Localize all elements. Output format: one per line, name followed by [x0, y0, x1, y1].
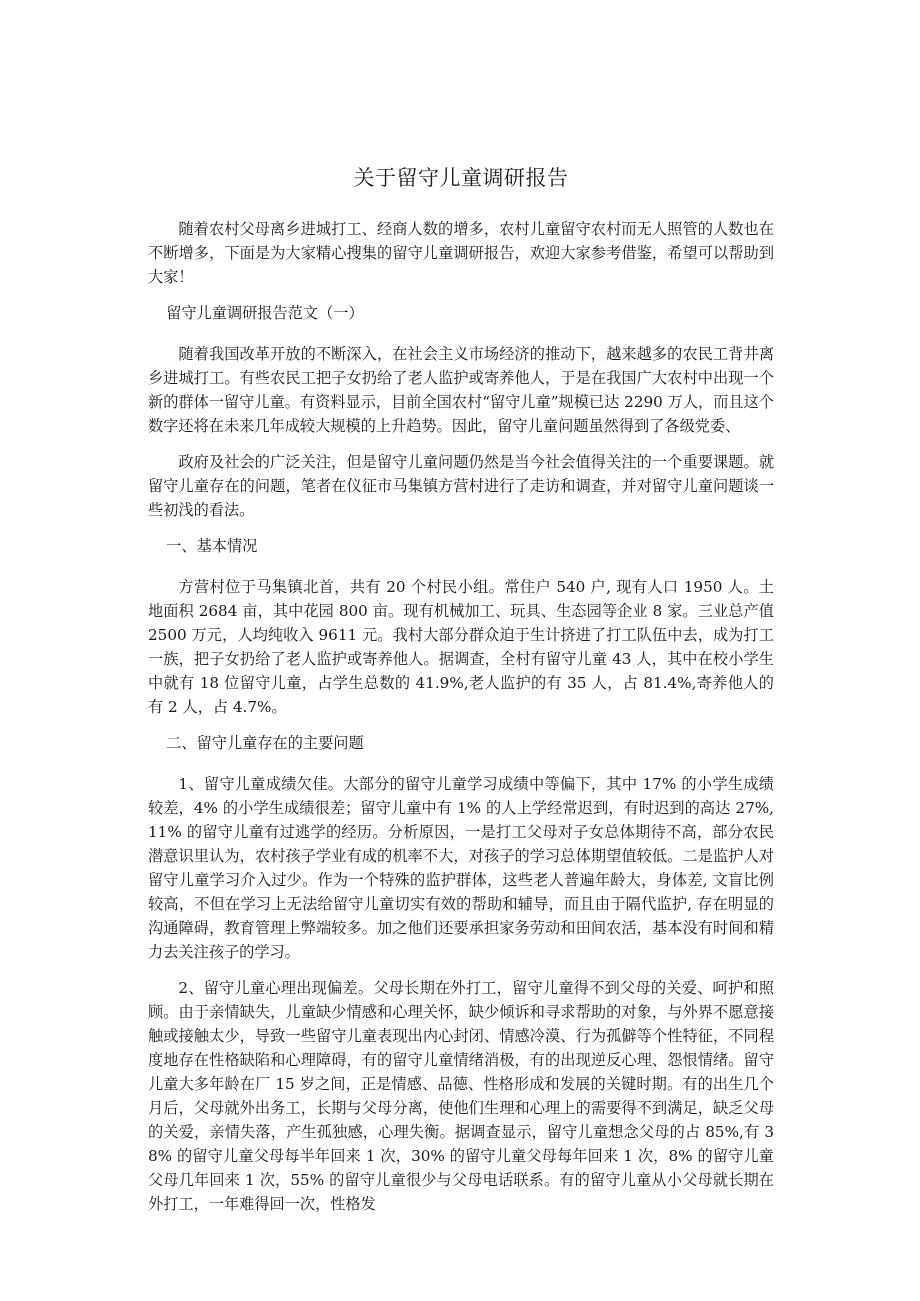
- document-title: 关于留守儿童调研报告: [353, 166, 569, 190]
- paragraph-background: 随着我国改革开放的不断深入，在社会主义市场经济的推动下，越来越多的农民工背井离乡进城打工。有些农民工把子女扔给了老人监护或寄养他人，于是在我国广大农村中出现一个新的群体一留守儿童。有资料显示，目前全国农村“留守儿童”规模已达 2290 万人，而且这个数字还将在未来几年成较大规模的上升趋势。因此，留守儿童问题虽然得到了各级党委、: [148, 345, 774, 435]
- paragraph-problem-grades: 1、留守儿童成绩欠佳。大部分的留守儿童学习成绩中等偏下，其中 17% 的小学生成绩较差，4% 的小学生成绩很差；留守儿童中有 1% 的人上学经常迟到，有时迟到的高达 27%,11% 的留守儿童有过逃学的经历。分析原因，一是打工父母对子女总体期待不高，部分农民潜意识里认为，农村孩子学业有成的机率不大，对孩子的学习总体期望值较低。二是监护人对留守儿童学习介入过少。作为一个特殊的监护群体，这些老人普遍年龄大，身体差, 文盲比例较高，不但在学习上无法给留守儿童切实有效的帮助和辅导，而且由于隔代监护, 存在明显的沟通障碍，教育管理上弊端较多。加之他们还要承担家务劳动和田间农活，基本没有时间和精力去关注孩子的学习。: [148, 775, 774, 961]
- paragraph-basic-info: 方营村位于马集镇北首，共有 20 个村民小组。常住户 540 户, 现有人口 1950 人。土地面积 2684 亩，其中花园 800 亩。现有机械加工、玩具、生态园等企业 8 家。三业总产值 2500 万元，人均纯收入 9611 元。我村大部分群众迫于生计挤进了打工队伍中去，成为打工一族，把子女扔给了老人监护或寄养他人。据调查，全村有留守儿童 43 人，其中在校小学生中就有 18 位留守儿童，占学生总数的 41.9%,老人监护的有 35 人，占 81.4%,寄养他人的有 2 人，占 4.7%。: [148, 578, 774, 716]
- paragraph-purpose: 政府及社会的广泛关注，但是留守儿童问题仍然是当今社会值得关注的一个重要课题。就留守儿童存在的问题，笔者在仪征市马集镇方营村进行了走访和调查，并对留守儿童问题谈一些初浅的看法。: [148, 453, 774, 519]
- paragraph-problem-psychology: 2、留守儿童心理出现偏差。父母长期在外打工，留守儿童得不到父母的关爱、呵护和照顾。由于亲情缺失，儿童缺少情感和心理关怀，缺少倾诉和寻求帮助的对象，与外界不愿意接触或接触太少，导致一些留守儿童表现出内心封闭、情感冷漠、行为孤僻等个性特征，不同程度地存在性格缺陷和心理障碍，有的留守儿童情绪消极，有的出现逆反心理、怨恨情绪。留守儿童大多年龄在厂 15 岁之间，正是情感、品德、性格形成和发展的关键时期。有的出生几个月后，父母就外出务工，长期与父母分离，使他们生理和心理上的需要得不到满足，缺乏父母的关爱，亲情失落，产生孤独感，心理失衡。据调查显示，留守儿童想念父母的占 85%,有 38% 的留守儿童父母每半年回来 1 次，30% 的留守儿童父母每年回来 1 次，8% 的留守儿童父母几年回来 1 次，55% 的留守儿童很少与父母电话联系。有的留守儿童从小父母就长期在外打工，一年难得回一次，性格发: [148, 979, 774, 1213]
- document-body: [148, 160, 774, 1228]
- intro-paragraph: 随着农村父母离乡进城打工、经商人数的增多，农村儿童留守农村而无人照管的人数也在不断增多，下面是为大家精心搜集的留守儿童调研报告，欢迎大家参考借鉴，希望可以帮助到大家！: [148, 220, 774, 286]
- sample-title: 留守儿童调研报告范文（一）: [166, 304, 364, 322]
- section-heading-problems: 二、留守儿童存在的主要问题: [166, 734, 364, 752]
- section-heading-basic: 一、基本情况: [166, 537, 258, 555]
